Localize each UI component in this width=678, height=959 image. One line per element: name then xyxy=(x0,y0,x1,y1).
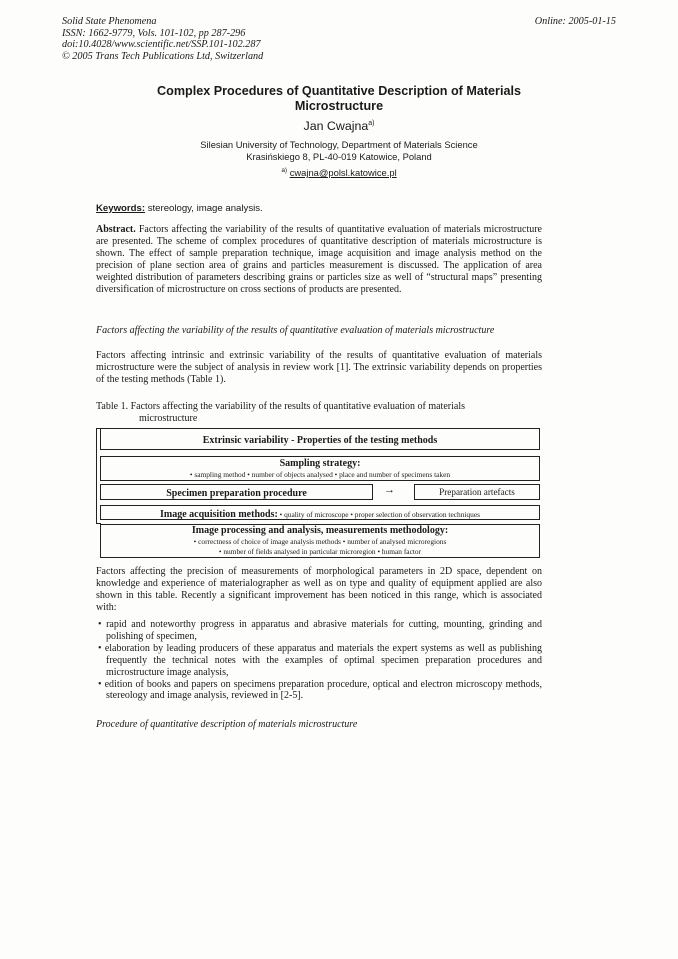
sampling-items: • sampling method • number of objects analysed • place and number of specimens taken xyxy=(189,470,451,479)
author-sup: a) xyxy=(368,119,375,127)
acquisition-box xyxy=(100,505,540,520)
abstract xyxy=(96,224,542,295)
processing-box xyxy=(100,524,540,558)
email-sup: a) xyxy=(281,167,288,174)
title-line-1: Complex Procedures of Quantitative Description of Materials xyxy=(157,84,521,98)
paragraph-1: Factors affecting intrinsic and extrinsic variability of the results of quantitative evaluation of materials microstructure were the subject of analysis in review work [1]. The extrinsic variability depends on properties of the testing methods (Table 1). xyxy=(96,350,542,385)
list-item: • edition of books and papers on specimens preparation procedure, optical and electron microscopy methods, stereology and image analysis, reviewed in [2-5]. xyxy=(98,678,542,702)
affiliation-line-1: Silesian University of Technology, Department of Materials Science xyxy=(200,139,478,150)
author-name: Jan Cwajna xyxy=(303,119,369,133)
list-item: • rapid and noteworthy progress in apparatus and abrasive materials for cutting, mounting, grinding and polishing of specimen, xyxy=(98,619,542,642)
prep-title: Specimen preparation procedure xyxy=(166,488,307,499)
acquisition-title: Image acquisition methods: xyxy=(160,509,278,520)
journal-name: Solid State Phenomena xyxy=(62,16,157,27)
table-caption-line-1: Table 1. Factors affecting the variability of the results of quantitative evaluation of materials xyxy=(96,401,465,412)
affiliation-line-2: Krasińskiego 8, PL-40-019 Katowice, Poland xyxy=(246,151,432,162)
keywords-label: Keywords: xyxy=(96,203,146,214)
journal-issn: ISSN: 1662-9779, Vols. 101-102, pp 287-296 xyxy=(62,27,246,39)
prep-box xyxy=(100,484,373,500)
processing-items-2: • number of fields analysed in particular microregion • human factor xyxy=(218,547,422,556)
section-heading-2: Procedure of quantitative description of materials microstructure xyxy=(96,719,358,730)
sampling-title: Sampling strategy: xyxy=(279,458,361,469)
journal-copyright: © 2005 Trans Tech Publications Ltd, Switzerland xyxy=(62,50,264,62)
arrow-icon: → xyxy=(384,484,395,496)
keywords-text: stereology, image analysis. xyxy=(145,203,263,214)
processing-items-1: • correctness of choice of image analysis methods • number of analysed microregions xyxy=(193,536,447,546)
journal-header xyxy=(62,16,263,62)
processing-title: Image processing and analysis, measurements methodology: xyxy=(191,525,449,536)
title-line-2: Microstructure xyxy=(294,99,384,113)
affiliation xyxy=(0,139,678,163)
email-link[interactable]: cwajna@polsl.katowice.pl xyxy=(289,167,397,179)
table-caption-line-2: microstructure xyxy=(139,412,198,424)
journal-doi: doi:10.4028/www.scientific.net/SSP.101-102.287 xyxy=(62,39,261,50)
keywords xyxy=(96,203,263,214)
section-heading-1: Factors affecting the variability of the results of quantitative evaluation of materials microstructure xyxy=(96,325,495,336)
table-caption xyxy=(96,401,542,425)
extrinsic-title: Extrinsic variability - Properties of the testing methods xyxy=(202,435,438,446)
list-item: • elaboration by leading producers of these apparatus and materials the expert systems as well as publishing frequently the technical notes with the examples of optimal specimen preparation procedures and microstructure image analysis, xyxy=(98,642,542,678)
extrinsic-box xyxy=(100,428,540,450)
email-line xyxy=(0,167,678,178)
sampling-box xyxy=(100,456,540,481)
artefacts-text: Preparation artefacts xyxy=(439,487,515,497)
abstract-label: Abstract. xyxy=(96,224,136,235)
online-date: Online: 2005-01-15 xyxy=(534,16,616,27)
author xyxy=(0,119,678,133)
bullet-list xyxy=(96,619,542,702)
artefacts-box xyxy=(414,484,540,500)
acquisition-items: • quality of microscope • proper selection of observation techniques xyxy=(277,510,480,519)
paragraph-2: Factors affecting the precision of measurements of morphological parameters in 2D space, dependent on knowledge and experience of materialographer as well as on type and quality of equipment applied are also shown in this table. Recently a significant improvement has been noticed in this range, which is associated with: xyxy=(96,566,542,613)
abstract-text: Factors affecting the variability of the results of quantitative evaluation of materials microstructure are presented. The scheme of complex procedures of quantitative description of materials microstructure is shown. The effect of sample preparation technique, image acquisition and image analysis method on the precision of plane section area of grains and particles measurement is discussed. The application of area weighted distribution of parameters describing grains or particles size as well of “structural maps” presenting diversification of microstructure on cross sections of products are presented. xyxy=(96,224,542,295)
paper-title xyxy=(100,84,578,114)
